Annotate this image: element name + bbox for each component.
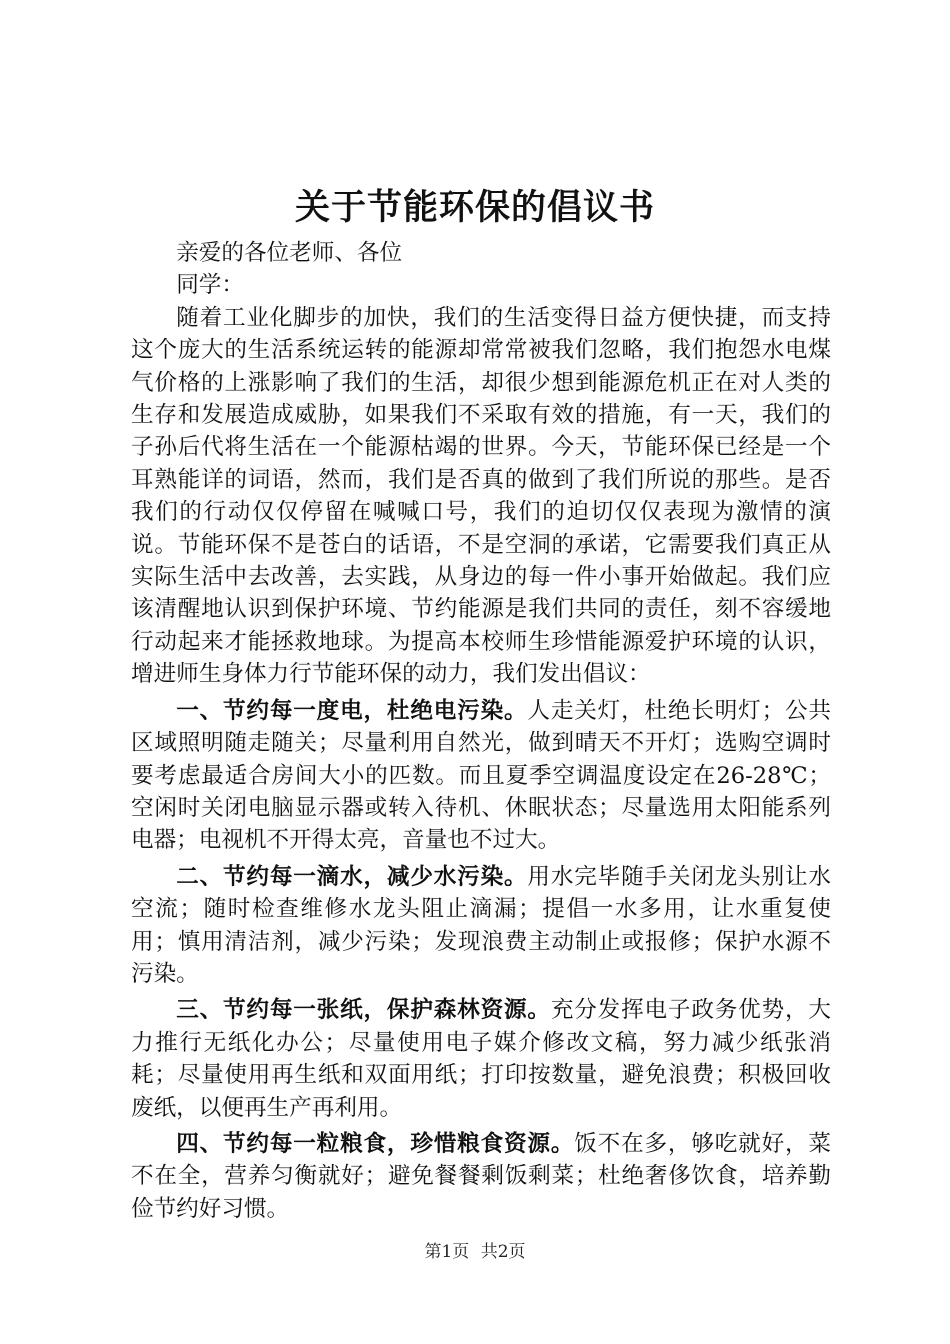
document-title: 关于节能环保的倡议书 (294, 187, 655, 228)
section-paragraph-1 (131, 695, 831, 857)
section-heading-2: 二、节约每一滴水，减少水污染。 (176, 863, 528, 890)
section-text-2: 用水完毕随手关闭龙头别让水空流；随时检查维修水龙头阻止滴漏；提倡一水多用，让水重复使用；慎用清洁剂，减少污染；发现浪费主动制止或报修；保护水源不污染。 (131, 863, 832, 987)
section-heading-4: 四、节约每一粒粮食，珍惜粮食资源。 (176, 1130, 575, 1157)
page-footer (0, 1240, 950, 1264)
intro-paragraph: 随着工业化脚步的加快，我们的生活变得日益方便快捷，而支持这个庞大的生活系统运转的能源却常常被我们忽略，我们抱怨水电煤气价格的上涨影响了我们的生活，却很少想到能源危机正在对人类的生存和发展造成威胁，如果我们不采取有效的措施，有一天，我们的子孙后代将生活在一个能源枯竭的世界。今天，节能环保已经是一个耳熟能详的词语，然而，我们是否真的做到了我们所说的那些。是否我们的行动仅仅停留在喊喊口号，我们的迫切仅仅表现为激情的演说。节能环保不是苍白的话语，不是空洞的承诺，它需要我们真正从实际生活中去改善，去实践，从身边的每一件小事开始做起。我们应该清醒地认识到保护环境、节约能源是我们共同的责任，刻不容缓地行动起来才能拯救地球。为提高本校师生珍惜能源爱护环境的认识，增进师生身体力行节能环保的动力，我们发出倡议： (131, 304, 831, 688)
page-number: 第1页 (424, 1242, 470, 1262)
greeting-line-1: 亲爱的各位老师、各位 (176, 240, 403, 266)
document-body (131, 237, 831, 1225)
section-heading-1: 一、节约每一度电，杜绝电污染。 (176, 697, 528, 724)
page-total: 共2页 (480, 1242, 526, 1262)
section-paragraph-2 (131, 861, 831, 991)
section-text-1: 人走关灯，杜绝长明灯；公共区域照明随走随关；尽量利用自然光，做到晴天不开灯；选购空调时要考虑最适合房间大小的匹数。而且夏季空调温度设定在26-28℃；空闲时关闭电脑显示器或转入待机、休眠状态；尽量选用太阳能系列电器；电视机不开得太亮，音量也不过大。 (131, 697, 832, 854)
section-text-3: 充分发挥电子政务优势，大力推行无纸化办公；尽量使用电子媒介修改文稿，努力减少纸张消耗；尽量使用再生纸和双面用纸；打印按数量，避免浪费；积极回收废纸，以便再生产再利用。 (131, 997, 832, 1121)
greeting-line-2: 同学： (176, 272, 244, 299)
section-paragraph-4 (131, 1128, 831, 1225)
section-text-4: 饭不在多，够吃就好，菜不在全，营养匀衡就好；避免餐餐剩饭剩菜；杜绝奢侈饮食，培养勤俭节约好习惯。 (131, 1130, 832, 1222)
section-paragraph-3 (131, 994, 831, 1124)
section-heading-3: 三、节约每一张纸，保护森林资源。 (176, 997, 551, 1024)
